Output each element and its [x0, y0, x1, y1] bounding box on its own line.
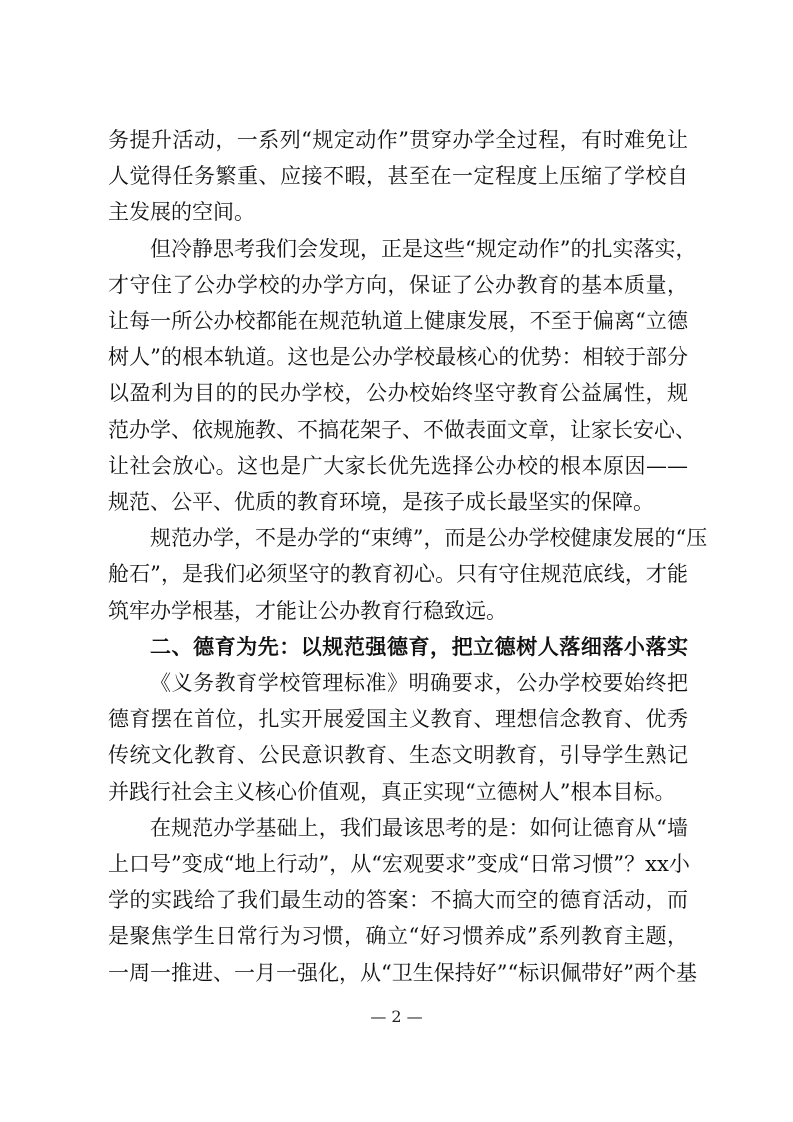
text-line-8: 以盈利为目的的民办学校，公办校始终坚守教育公益属性，规 [108, 381, 688, 405]
text-line-16: 《义务教育学校管理标准》明确要求，公办学校要始终把 [150, 671, 688, 695]
text-line-23: 是聚焦学生日常行为习惯，确立“好习惯养成”系列教育主题， [108, 924, 688, 948]
text-line-18: 传统文化教育、公民意识教育、生态文明教育，引导学生熟记 [108, 743, 688, 767]
text-line-11: 规范、公平、优质的教育环境，是孩子成长最坚实的保障。 [108, 490, 654, 514]
text-line-12: 规范办学，不是办学的“束缚”，而是公办学校健康发展的“压 [150, 526, 708, 550]
text-line-17: 德育摆在首位，扎实开展爱国主义教育、理想信念教育、优秀 [108, 707, 688, 731]
text-line-21: 上口号”变成“地上行动”，从“宏观要求”变成“日常习惯”？xx小 [108, 852, 690, 876]
text-line-2: 人觉得任务繁重、应接不暇，甚至在一定程度上压缩了学校自 [108, 164, 688, 188]
text-line-22: 学的实践给了我们最生动的答案：不搞大而空的德育活动，而 [108, 888, 688, 912]
page-number: — 2 — [370, 1007, 423, 1026]
text-line-4: 但冷静思考我们会发现，正是这些“规定动作”的扎实落实， [150, 237, 697, 261]
text-line-3: 主发展的空间。 [108, 200, 255, 224]
text-line-6: 让每一所公办校都能在规范轨道上健康发展，不至于偏离“立德 [108, 309, 688, 333]
text-line-20: 在规范办学基础上，我们最该思考的是：如何让德育从“墙 [150, 816, 688, 840]
text-line-14: 筑牢办学根基，才能让公办教育行稳致远。 [108, 599, 507, 623]
text-line-10: 让社会放心。这也是广大家长优先选择公办校的根本原因—— [108, 454, 688, 478]
section-heading: 二、德育为先：以规范强德育，把立德树人落细落小落实 [150, 634, 688, 659]
text-line-5: 才守住了公办学校的办学方向，保证了公办教育的基本质量， [108, 273, 688, 297]
text-line-7: 树人”的根本轨道。这也是公办学校最核心的优势：相较于部分 [108, 345, 688, 369]
text-line-24: 一周一推进、一月一强化，从“卫生保持好”“标识佩带好”两个基 [108, 961, 697, 985]
text-line-1: 务提升活动，一系列“规定动作”贯穿办学全过程，有时难免让 [108, 128, 688, 152]
text-line-9: 范办学、依规施教、不搞花架子、不做表面文章，让家长安心、 [108, 418, 696, 442]
text-line-19: 并践行社会主义核心价值观，真正实现“立德树人”根本目标。 [108, 780, 676, 804]
text-line-13: 舱石”，是我们必须坚守的教育初心。只有守住规范底线，才能 [108, 562, 688, 586]
